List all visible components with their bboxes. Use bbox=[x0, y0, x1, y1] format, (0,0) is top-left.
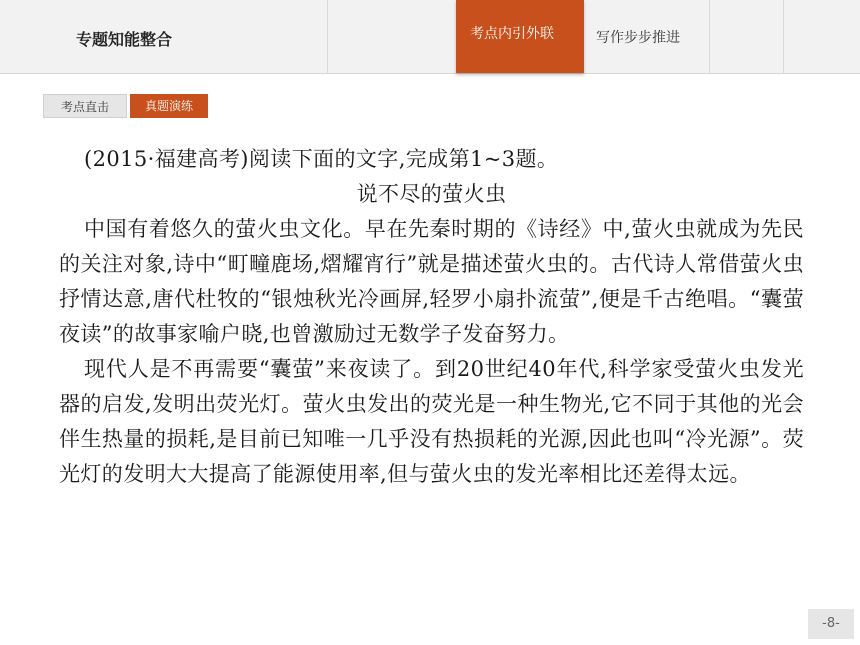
paragraph: 中国有着悠久的萤火虫文化。早在先秦时期的《诗经》中,萤火虫就成为先民的关注对象,诗中“町疃鹿场,熠耀宵行”就是描述萤火虫的。古代诗人常借萤火虫抒情达意,唐代杜牧的“银烛秋光冷画屏,轻罗小扇扑流萤”,便是千古绝唱。“囊萤夜读”的故事家喻户晓,也曾激励过无数学子发奋努力。 bbox=[59, 217, 804, 346]
question-heading: (2015·福建高考)阅读下面的文字,完成第1~3题。 bbox=[84, 147, 559, 171]
tab-label: 考点内引外联 bbox=[470, 26, 554, 42]
article-title: 说不尽的萤火虫 bbox=[356, 182, 507, 206]
reading-passage bbox=[59, 142, 804, 492]
subtab-zhenti-yanlian[interactable]: 真题演练 bbox=[130, 94, 208, 118]
page-number: -8- bbox=[808, 609, 854, 639]
subtab-kaodian-zhiji[interactable]: 考点直击 bbox=[43, 94, 127, 118]
top-navigation-bar bbox=[0, 0, 860, 74]
tab-kaodian-neiyin-wailian[interactable] bbox=[456, 0, 584, 73]
tab-label: 写作步步推进 bbox=[596, 30, 680, 46]
section-title: 专题知能整合 bbox=[76, 30, 173, 49]
nav-divider bbox=[783, 0, 784, 73]
paragraph: 现代人是不再需要“囊萤”来夜读了。到20世纪40年代,科学家受萤火虫发光器的启发,发明出荧光灯。萤火虫发出的荧光是一种生物光,它不同于其他的光会伴生热量的损耗,是目前已知唯一几乎没有热损耗的光源,因此也叫“冷光源”。荧光灯的发明大大提高了能源使用率,但与萤火虫的发光率相比还差得太远。 bbox=[59, 357, 804, 486]
nav-divider bbox=[709, 0, 710, 73]
tab-xiezuo-bubu-tuijin[interactable] bbox=[585, 0, 709, 73]
nav-divider bbox=[327, 0, 328, 73]
